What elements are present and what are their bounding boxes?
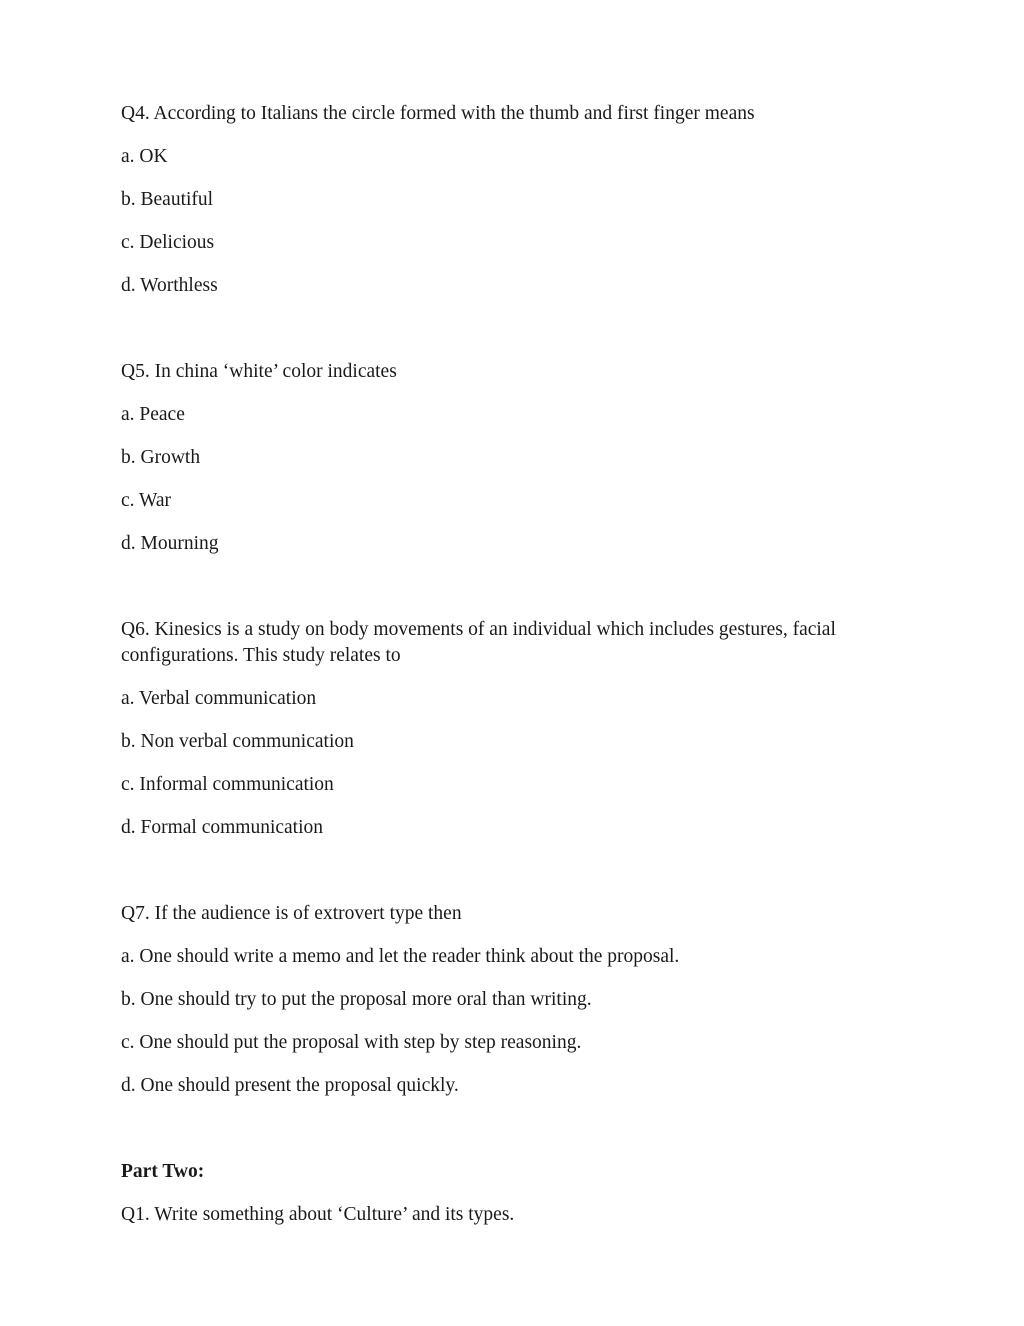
question-text: Q7. If the audience is of extrovert type then: [121, 903, 462, 924]
option-d: d. One should present the proposal quickly.: [121, 1075, 459, 1096]
option-b: b. One should try to put the proposal more oral than writing.: [121, 989, 592, 1010]
option-c: c. War: [121, 490, 172, 511]
spacer: [121, 556, 901, 617]
question-text: Q5. In china ‘white’ color indicates: [121, 361, 397, 382]
option-b: b. Growth: [121, 447, 201, 468]
question-text: Q6. Kinesics is a study on body movements of an individual which includes gestures, facial configurations. This study relates to: [121, 619, 836, 666]
option-a: a. One should write a memo and let the reader think about the proposal.: [121, 946, 680, 967]
option-d: d. Formal communication: [121, 817, 324, 838]
question-q4: [121, 101, 901, 298]
option-c: c. Delicious: [121, 232, 215, 253]
option-c: c. One should put the proposal with step by step reasoning.: [121, 1032, 582, 1053]
document-page: [121, 101, 901, 1227]
spacer: [121, 298, 901, 359]
part-two-section: [121, 1159, 901, 1227]
option-a: a. Peace: [121, 404, 185, 425]
section-heading: Part Two:: [121, 1161, 205, 1182]
option-b: b. Non verbal communication: [121, 731, 354, 752]
option-d: d. Worthless: [121, 275, 218, 296]
question-q7: [121, 901, 901, 1098]
question-text: Q4. According to Italians the circle formed with the thumb and first finger means: [121, 103, 755, 124]
question-q5: [121, 359, 901, 556]
question-text: Q1. Write something about ‘Culture’ and its types.: [121, 1204, 515, 1225]
spacer: [121, 840, 901, 901]
question-q6: [121, 617, 901, 840]
spacer: [121, 1098, 901, 1159]
option-a: a. OK: [121, 146, 168, 167]
option-d: d. Mourning: [121, 533, 219, 554]
option-c: c. Informal communication: [121, 774, 334, 795]
option-b: b. Beautiful: [121, 189, 214, 210]
option-a: a. Verbal communication: [121, 688, 317, 709]
